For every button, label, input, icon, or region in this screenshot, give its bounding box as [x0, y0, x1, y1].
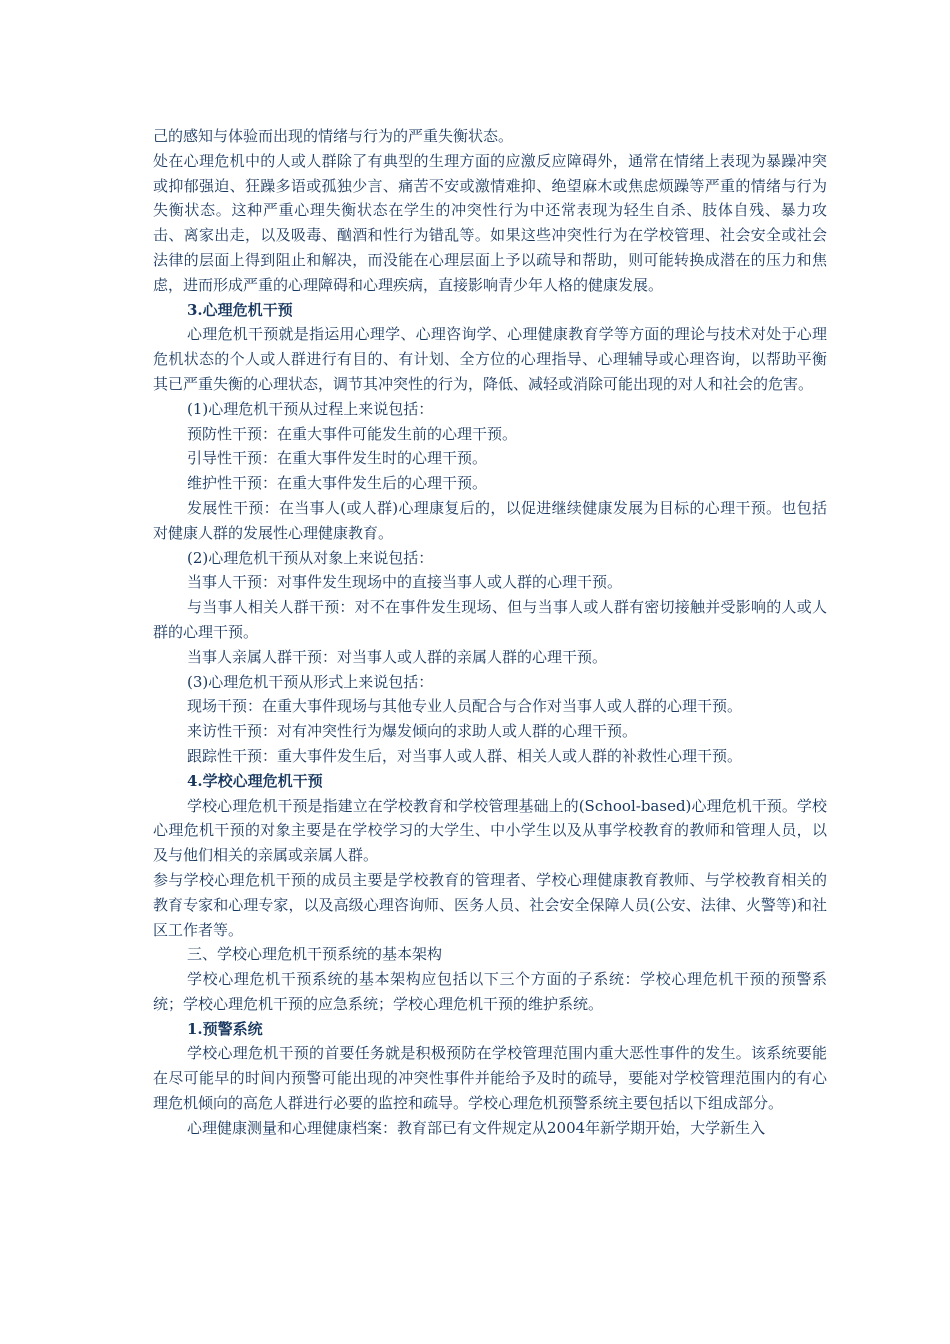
subheading-process: (1)心理危机干预从过程上来说包括：	[187, 399, 434, 418]
list-item: 跟踪性干预：重大事件发生后，对当事人或人群、相关人或人群的补救性心理干预。	[187, 746, 743, 765]
list-item: 现场干预：在重大事件现场与其他专业人员配合与合作对当事人或人群的心理干预。	[187, 697, 743, 716]
chapter-heading-3: 三、学校心理危机干预系统的基本架构	[187, 945, 443, 964]
list-item: 与当事人相关人群干预：对不在事件发生现场、但与当事人或人群有密切接触并受影响的人或人群的心理干预。	[153, 598, 827, 641]
paragraph-19: 参与学校心理危机干预的成员主要是学校教育的管理者、学校心理健康教育教师、与学校教育相关的教育专家和心理专家，以及高级心理咨询师、医务人员、社会安全保障人员(公安、法律、火警等)和社区工作者等。	[153, 870, 827, 939]
document-page	[153, 124, 827, 1141]
paragraph-0: 己的感知与体验而出现的情绪与行为的严重失衡状态。	[153, 127, 514, 145]
list-item: 当事人干预：对事件发生现场中的直接当事人或人群的心理干预。	[187, 573, 623, 592]
section-heading-3: 3.心理危机干预	[187, 300, 293, 319]
paragraph-23: 学校心理危机干预的首要任务就是积极预防在学校管理范围内重大恶性事件的发生。该系统要能在尽可能早的时间内预警可能出现的冲突性事件并能给予及时的疏导，要能对学校管理范围内的有心理危机倾向的高危人群进行必要的监控和疏导。学校心理危机预警系统主要包括以下组成部分。	[153, 1044, 827, 1113]
list-item: 引导性干预：在重大事件发生时的心理干预。	[187, 449, 488, 468]
paragraph-21: 学校心理危机干预系统的基本架构应包括以下三个方面的子系统：学校心理危机干预的预警系统；学校心理危机干预的应急系统；学校心理危机干预的维护系统。	[153, 970, 827, 1013]
paragraph-18: 学校心理危机干预是指建立在学校教育和学校管理基础上的(School-based)心理危机干预。学校心理危机干预的对象主要是在学校学习的大学生、中小学生以及从事学校教育的教师和管理人员，以及与他们相关的亲属或亲属人群。	[153, 796, 827, 865]
list-item: 发展性干预：在当事人(或人群)心理康复后的，以促进继续健康发展为目标的心理干预。也包括对健康人群的发展性心理健康教育。	[153, 498, 827, 542]
paragraph-24: 心理健康测量和心理健康档案：教育部已有文件规定从2004年新学期开始，大学新生入	[187, 1118, 766, 1137]
section-heading-4: 4.学校心理危机干预	[187, 771, 323, 790]
paragraph-1: 处在心理危机中的人或人群除了有典型的生理方面的应激反应障碍外，通常在情绪上表现为暴躁冲突或抑郁强迫、狂躁多语或孤独少言、痛苦不安或激情难抑、绝望麻木或焦虑烦躁等严重的情绪与行为失衡状态。这种严重心理失衡状态在学生的冲突性行为中还常表现为轻生自杀、肢体自残、暴力攻击、离家出走，以及吸毒、酗酒和性行为错乱等。如果这些冲突性行为在学校管理、社会安全或社会法律的层面上得到阻止和解决，而没能在心理层面上予以疏导和帮助，则可能转换成潜在的压力和焦虑，进而形成严重的心理障碍和心理疾病，直接影响青少年人格的健康发展。	[153, 151, 827, 294]
list-item: 当事人亲属人群干预：对当事人或人群的亲属人群的心理干预。	[187, 647, 608, 666]
section-heading-warning-system: 1.预警系统	[187, 1019, 263, 1038]
list-item: 维护性干预：在重大事件发生后的心理干预。	[187, 474, 488, 493]
list-item: 预防性干预：在重大事件可能发生前的心理干预。	[187, 424, 518, 443]
subheading-object: (2)心理危机干预从对象上来说包括：	[187, 548, 434, 567]
list-item: 来访性干预：对有冲突性行为爆发倾向的求助人或人群的心理干预。	[187, 722, 638, 741]
paragraph-3: 心理危机干预就是指运用心理学、心理咨询学、心理健康教育学等方面的理论与技术对处于心理危机状态的个人或人群进行有目的、有计划、全方位的心理指导、心理辅导或心理咨询，以帮助平衡其已严重失衡的心理状态，调节其冲突性的行为，降低、减轻或消除可能出现的对人和社会的危害。	[153, 325, 827, 393]
subheading-form: (3)心理危机干预从形式上来说包括：	[187, 672, 434, 691]
